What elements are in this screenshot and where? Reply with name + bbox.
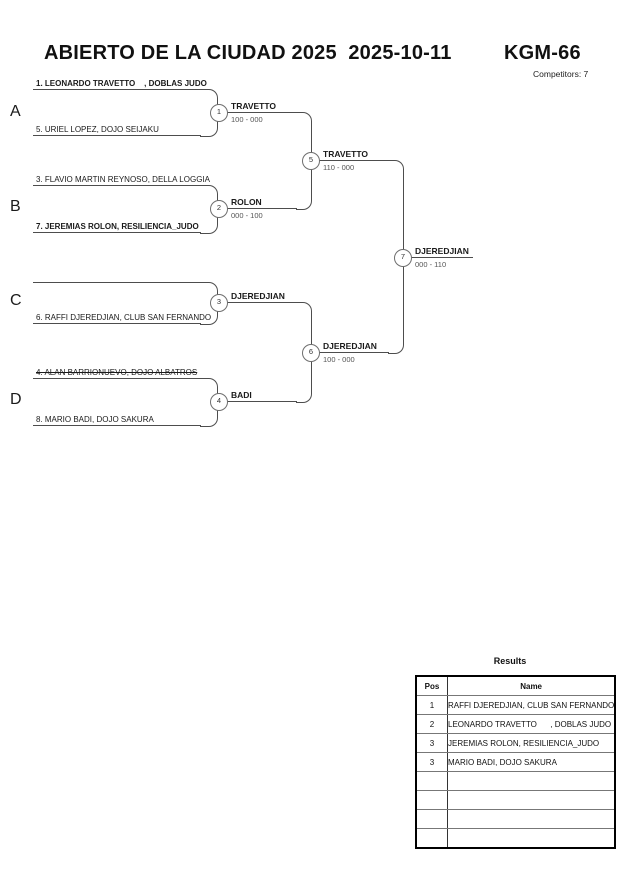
winner-line-m3: [226, 302, 297, 303]
results-pos-cell: 2: [416, 715, 448, 734]
match-1-score: 100 - 000: [231, 115, 263, 124]
winner-line-m4: [226, 401, 297, 402]
tournament-title: ABIERTO DE LA CIUDAD 2025 2025-10-11: [44, 42, 452, 64]
results-row: [416, 734, 615, 753]
results-name-cell: [448, 791, 616, 810]
player-line-1: [33, 89, 201, 90]
results-pos-cell: [416, 772, 448, 791]
match-1-circle: 1: [210, 104, 228, 122]
results-pos-cell: [416, 791, 448, 810]
category-code: KGM-66: [504, 42, 581, 64]
player-name-7: 7. JEREMIAS ROLON, RESILIENCIA_JUDO: [36, 222, 199, 231]
winner-line-m1: [226, 112, 297, 113]
player-line-4: [33, 378, 201, 379]
player-line-5: [33, 135, 201, 136]
results-name-cell: MARIO BADI, DOJO SAKURA: [448, 753, 616, 772]
results-name-cell: [448, 772, 616, 791]
results-header-name: Name: [448, 676, 616, 696]
player-name-1: 1. LEONARDO TRAVETTO , DOBLAS JUDO: [36, 79, 207, 88]
match-4-winner: BADI: [231, 390, 252, 400]
results-pos-cell: [416, 810, 448, 829]
match-3-circle: 3: [210, 294, 228, 312]
match-6-winner: DJEREDJIAN: [323, 341, 377, 351]
results-name-cell: [448, 810, 616, 829]
match-7-winner: DJEREDJIAN: [415, 246, 469, 256]
match-4-circle: 4: [210, 393, 228, 411]
results-row: [416, 810, 615, 829]
results-header-pos: Pos: [416, 676, 448, 696]
winner-line-m7: [410, 257, 473, 258]
match-2-winner: ROLON: [231, 197, 262, 207]
group-label-a: A: [10, 103, 21, 120]
group-label-d: D: [10, 391, 22, 408]
winner-line-m6: [318, 352, 389, 353]
results-name-cell: [448, 829, 616, 849]
match-2-circle: 2: [210, 200, 228, 218]
results-pos-cell: 3: [416, 734, 448, 753]
results-row: [416, 753, 615, 772]
player-line-7: [33, 232, 201, 233]
winner-line-m2: [226, 208, 297, 209]
match-5-winner: TRAVETTO: [323, 149, 369, 159]
match-5-circle: 5: [302, 152, 320, 170]
player-name-6: 6. RAFFI DJEREDJIAN, CLUB SAN FERNANDO: [36, 313, 212, 322]
results-name-cell: RAFFI DJEREDJIAN, CLUB SAN FERNANDO: [448, 696, 616, 715]
results-row: [416, 715, 615, 734]
results-pos-cell: [416, 829, 448, 849]
results-pos-cell: 1: [416, 696, 448, 715]
results-name-cell: LEONARDO TRAVETTO , DOBLAS JUDO: [448, 715, 616, 734]
player-line-3: [33, 185, 201, 186]
winner-line-m5: [318, 160, 389, 161]
results-row: [416, 696, 615, 715]
player-line-8: [33, 425, 201, 426]
competitors-count: Competitors: 7: [533, 69, 589, 79]
group-label-b: B: [10, 198, 21, 215]
results-row: [416, 829, 615, 849]
results-title: Results: [493, 656, 527, 666]
match-7-circle: 7: [394, 249, 412, 267]
player-name-8: 8. MARIO BADI, DOJO SAKURA: [36, 415, 154, 424]
results-table: [415, 675, 616, 849]
match-5-score: 110 - 000: [323, 163, 355, 172]
match-2-score: 000 - 100: [231, 211, 263, 220]
results-row: [416, 791, 615, 810]
match-6-score: 100 - 000: [323, 355, 355, 364]
results-pos-cell: 3: [416, 753, 448, 772]
results-header-row: [416, 676, 615, 696]
player-name-3: 3. FLAVIO MARTIN REYNOSO, DELLA LOGGIA: [36, 175, 210, 184]
player-name-4: 4. ALAN BARRIONUEVO, DOJO ALBATROS: [36, 368, 198, 377]
match-7-score: 000 - 110: [415, 260, 447, 269]
match-3-winner: DJEREDJIAN: [231, 291, 285, 301]
match-1-winner: TRAVETTO: [231, 101, 277, 111]
group-label-c: C: [10, 292, 22, 309]
results-row: [416, 772, 615, 791]
player-line-bye: [33, 282, 201, 283]
player-line-6: [33, 323, 201, 324]
player-name-5: 5. URIEL LOPEZ, DOJO SEIJAKU: [36, 125, 159, 134]
results-name-cell: JEREMIAS ROLON, RESILIENCIA_JUDO: [448, 734, 616, 753]
match-6-circle: 6: [302, 344, 320, 362]
